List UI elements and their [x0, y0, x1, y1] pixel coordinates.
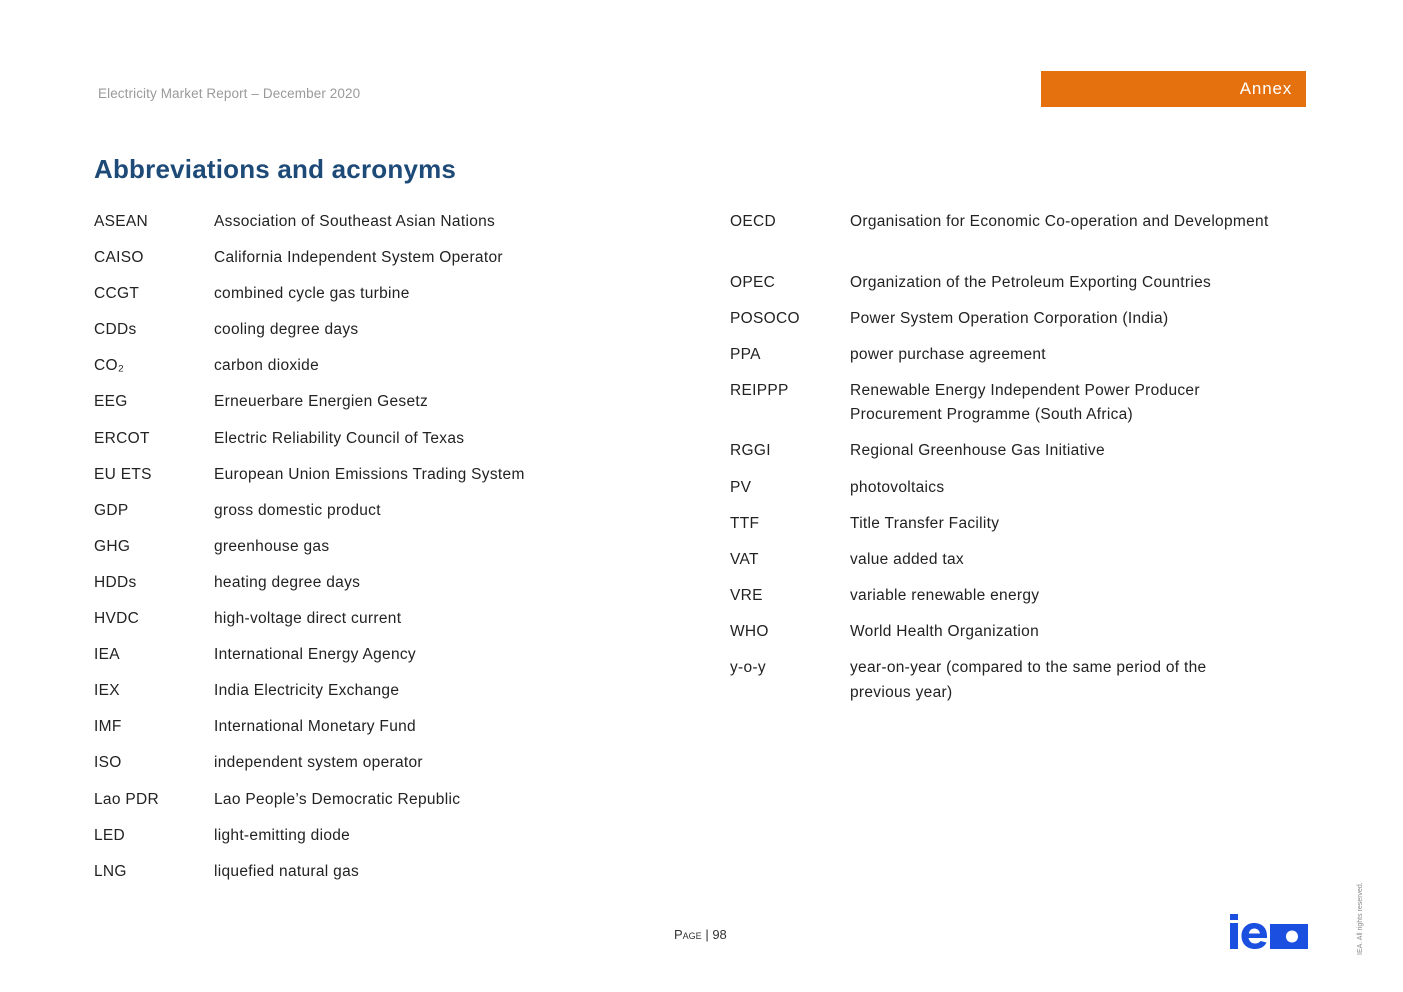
list-item [94, 463, 654, 499]
abbr-definition: independent system operator [214, 754, 423, 772]
abbr-term: GDP [94, 501, 129, 519]
abbr-term: LNG [94, 862, 127, 880]
page-title: Abbreviations and acronyms [94, 154, 457, 184]
logo-a [1270, 924, 1308, 949]
abbr-term: ISO [94, 754, 122, 772]
iea-logo-icon [1230, 914, 1308, 949]
abbr-definition: Lao People’s Democratic Republic [214, 790, 461, 808]
list-item [94, 751, 654, 787]
abbr-definition: European Union Emissions Trading System [214, 465, 525, 483]
abbr-term: EEG [94, 393, 128, 411]
abbr-definition: high-voltage direct current [214, 610, 402, 628]
list-item [730, 620, 1270, 656]
abbr-definition: Organization of the Petroleum Exporting Countries [850, 273, 1212, 291]
abbr-definition: Regional Greenhouse Gas Initiative [850, 442, 1105, 460]
abbr-definition: variable renewable energy [850, 586, 1040, 604]
list-item [730, 656, 1270, 717]
list-item [94, 643, 654, 679]
abbr-term: RGGI [730, 442, 771, 460]
abbr-definition: Erneuerbare Energien Gesetz [214, 393, 429, 411]
list-item [94, 282, 654, 318]
abbr-definition: International Energy Agency [214, 646, 416, 664]
list-item [94, 246, 654, 282]
abbr-term: OPEC [730, 273, 776, 291]
rights-notice: IEA. All rights reserved. [1357, 882, 1364, 955]
abbr-definition: Title Transfer Facility [850, 514, 1000, 532]
abbr-definition: California Independent System Operator [214, 249, 503, 267]
list-item [730, 548, 1270, 584]
list-item [94, 571, 654, 607]
page-label: Page [674, 927, 702, 942]
page-separator: | [705, 927, 709, 942]
section-tab-label: Annex [1239, 79, 1292, 98]
abbr-term: TTF [730, 514, 760, 532]
report-title: Electricity Market Report – December 2020 [98, 86, 361, 101]
abbr-term: CDDs [94, 321, 137, 339]
abbr-term: CO₂ [94, 357, 125, 375]
section-tab-annex [1041, 71, 1306, 107]
abbr-definition: gross domestic product [214, 501, 381, 519]
list-item [94, 318, 654, 354]
list-item [730, 476, 1270, 512]
list-item [94, 390, 654, 426]
abbr-definition: value added tax [850, 550, 964, 568]
logo-i-dot [1230, 914, 1238, 920]
list-item [94, 210, 654, 246]
list-item [94, 860, 654, 896]
list-item [94, 427, 654, 463]
list-item [94, 499, 654, 535]
abbr-term: HDDs [94, 573, 137, 591]
abbr-definition: cooling degree days [214, 321, 359, 339]
abbr-term: HVDC [94, 610, 140, 628]
abbr-term: LED [94, 826, 126, 844]
list-item [94, 354, 654, 390]
abbreviations-left-column [94, 210, 654, 896]
abbr-definition: light-emitting diode [214, 826, 351, 844]
list-item [94, 679, 654, 715]
abbr-term: CAISO [94, 249, 144, 267]
abbr-term: OECD [730, 213, 776, 230]
abbr-term: REIPPP [730, 381, 789, 399]
list-item [730, 439, 1270, 475]
abbr-definition: greenhouse gas [214, 537, 330, 555]
abbr-definition: Electric Reliability Council of Texas [214, 429, 465, 447]
list-item [94, 607, 654, 643]
abbr-term: EU ETS [94, 465, 152, 483]
abbr-definition: carbon dioxide [214, 357, 320, 375]
list-item [730, 343, 1270, 379]
abbr-term: WHO [730, 622, 769, 640]
logo-e [1242, 923, 1268, 949]
list-item [730, 271, 1270, 307]
list-item [730, 379, 1270, 440]
abbr-definition: Association of Southeast Asian Nations [214, 213, 496, 230]
abbr-definition: India Electricity Exchange [214, 682, 400, 700]
abbr-definition: Renewable Energy Independent Power Producer Procurement Programme (South Africa) [850, 381, 1200, 424]
abbr-definition: Power System Operation Corporation (India) [850, 309, 1169, 327]
page-number-value: 98 [712, 927, 727, 942]
list-item [730, 584, 1270, 620]
list-item [94, 715, 654, 751]
abbr-term: VAT [730, 550, 759, 568]
abbr-term: GHG [94, 537, 131, 555]
abbr-definition: year-on-year (compared to the same period of the previous year) [850, 659, 1207, 701]
list-item [94, 824, 654, 860]
list-item [730, 512, 1270, 548]
abbr-term: PV [730, 478, 752, 496]
abbr-term: y-o-y [730, 659, 766, 677]
abbr-definition: heating degree days [214, 573, 361, 591]
abbr-definition: World Health Organization [850, 622, 1039, 640]
list-item [94, 535, 654, 571]
list-item [730, 210, 1270, 271]
abbr-definition: Organisation for Economic Co-operation and Development [850, 213, 1269, 230]
abbr-definition: International Monetary Fund [214, 718, 416, 736]
logo-i-stem [1230, 923, 1238, 949]
abbr-term: VRE [730, 586, 763, 604]
abbr-term: IMF [94, 718, 122, 736]
abbr-term: ERCOT [94, 429, 150, 447]
abbr-term: PPA [730, 345, 761, 363]
abbr-definition: photovoltaics [850, 478, 945, 496]
abbr-term: POSOCO [730, 309, 800, 327]
abbr-term: IEA [94, 646, 120, 664]
abbr-definition: liquefied natural gas [214, 862, 360, 880]
list-item [94, 788, 654, 824]
abbreviations-right-column [730, 210, 1270, 717]
abbr-term: ASEAN [94, 213, 149, 230]
abbr-term: CCGT [94, 285, 140, 303]
list-item [730, 307, 1270, 343]
abbr-definition: power purchase agreement [850, 345, 1046, 363]
abbr-term: Lao PDR [94, 790, 159, 808]
abbr-term: IEX [94, 682, 120, 700]
page-number [674, 927, 727, 942]
abbr-definition: combined cycle gas turbine [214, 285, 410, 303]
